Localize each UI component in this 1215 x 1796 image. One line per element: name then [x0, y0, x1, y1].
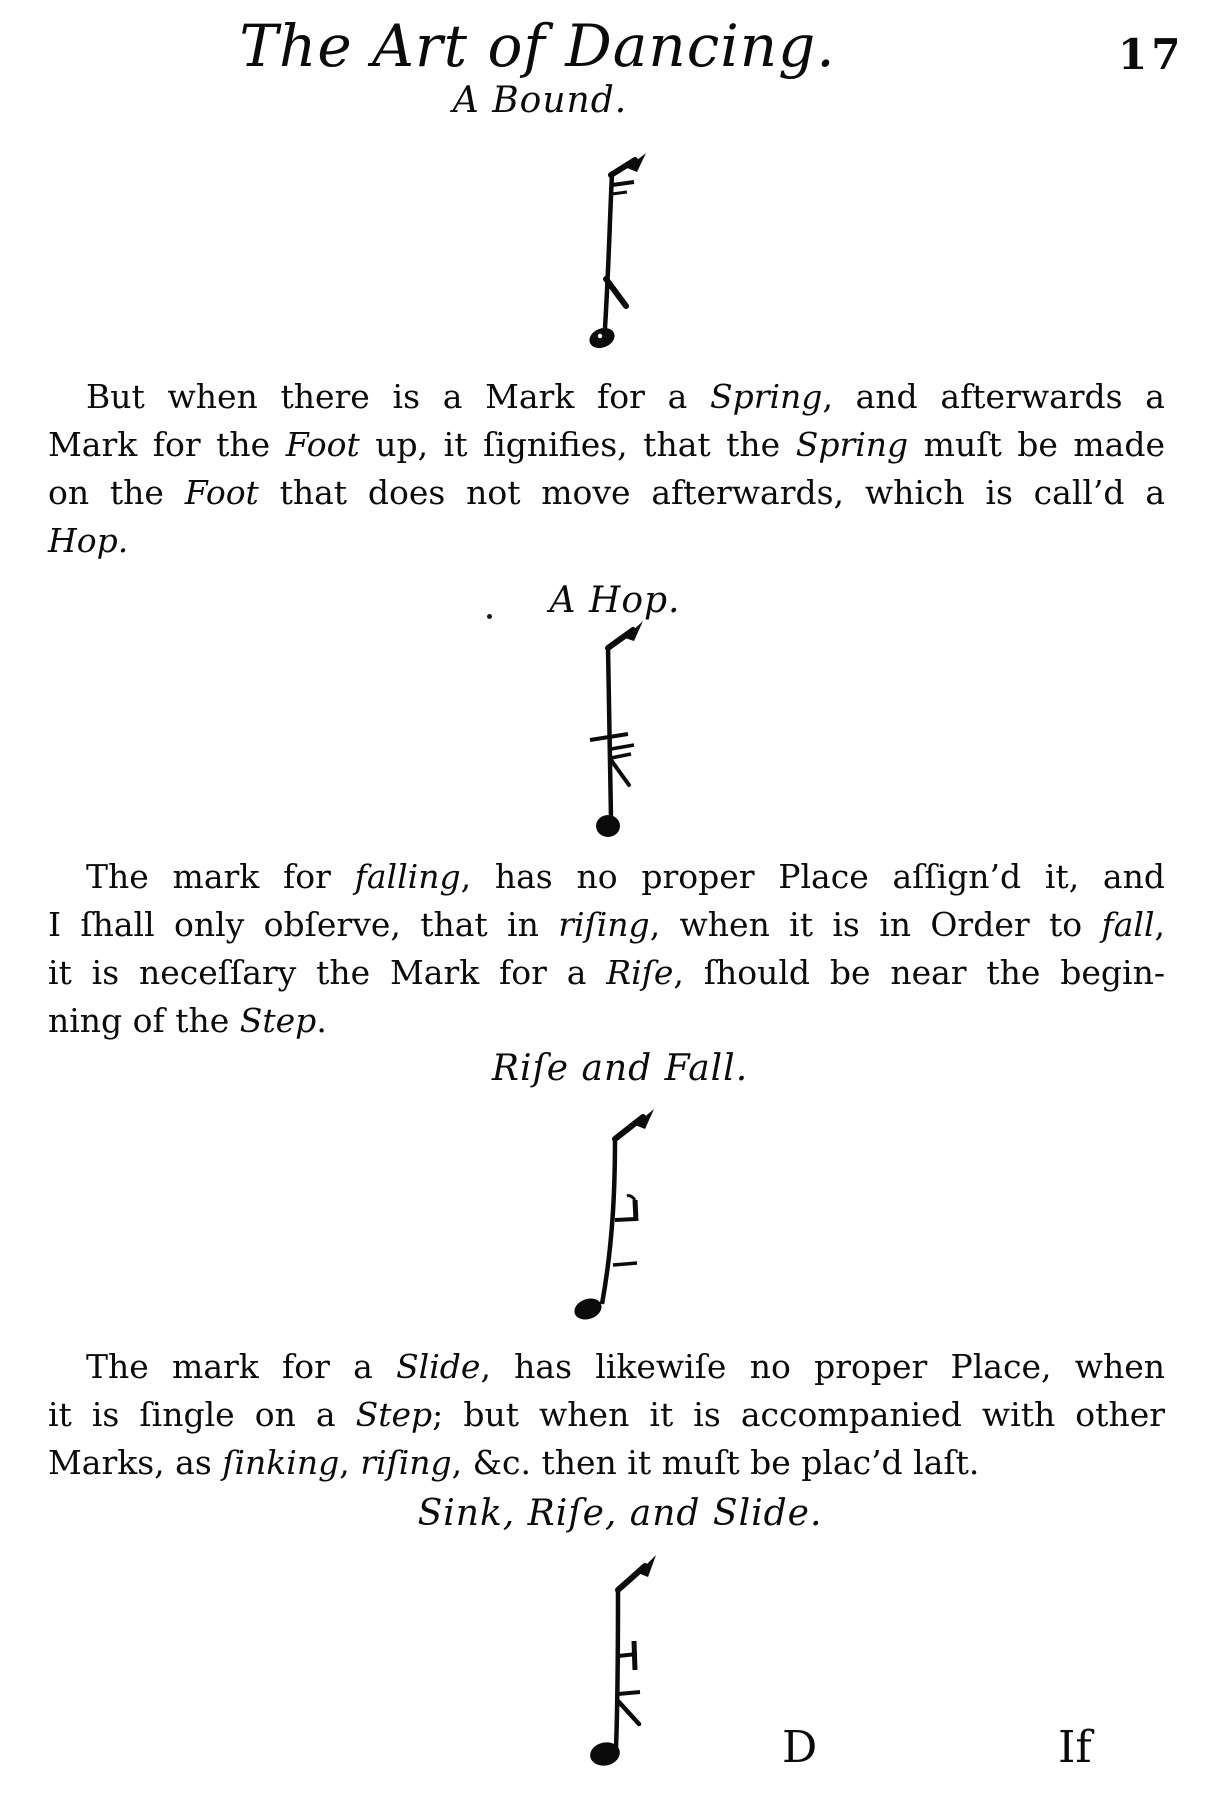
running-title: The Art of Dancing.	[239, 12, 836, 80]
text-line: it is ſingle on a Step; but when it is accompanied with other	[48, 1395, 1165, 1434]
page-number: 17	[1118, 30, 1185, 79]
text-line: on the Foot that does not move afterwards, which is call’d a	[48, 473, 1165, 512]
figure-caption-bound: A Bound.	[452, 80, 628, 121]
bound-step-notation-icon	[545, 152, 685, 362]
text-line: ning of the Step.	[48, 1001, 327, 1040]
figure-caption-hop: A Hop.	[549, 580, 681, 621]
paragraph-falling-rising	[48, 853, 1165, 1045]
figure-caption-rise-fall: Riſe and Fall.	[491, 1048, 749, 1089]
signature-mark: D	[782, 1722, 818, 1773]
text-line: Hop.	[48, 521, 129, 560]
figure-caption-sink-rise-slide: Sink, Riſe, and Slide.	[417, 1493, 823, 1534]
sink-rise-slide-step-notation-icon	[550, 1550, 690, 1785]
text-line: The mark for falling, has no proper Place aſſign’d it, and	[86, 857, 1165, 896]
catchword: If	[1058, 1722, 1092, 1773]
text-line: it is neceſſary the Mark for a Riſe, ſhould be near the begin-	[48, 953, 1166, 992]
paragraph-slide	[48, 1343, 1165, 1487]
text-line: But when there is a Mark for a Spring, and afterwards a	[86, 377, 1165, 416]
text-line: Mark for the Foot up, it ſignifies, that the Spring muſt be made	[48, 425, 1166, 464]
paragraph-spring-hop	[48, 373, 1165, 565]
rise-and-fall-step-notation-icon	[551, 1108, 691, 1333]
text-line: I ſhall only obſerve, that in riſing, when it is in Order to fall,	[48, 905, 1165, 944]
text-line: Marks, as ſinking, riſing, &c. then it muſt be plac’d laſt.	[48, 1443, 980, 1482]
text-line: The mark for a Slide, has likewiſe no proper Place, when	[86, 1347, 1165, 1386]
hop-step-notation-icon	[545, 618, 685, 850]
